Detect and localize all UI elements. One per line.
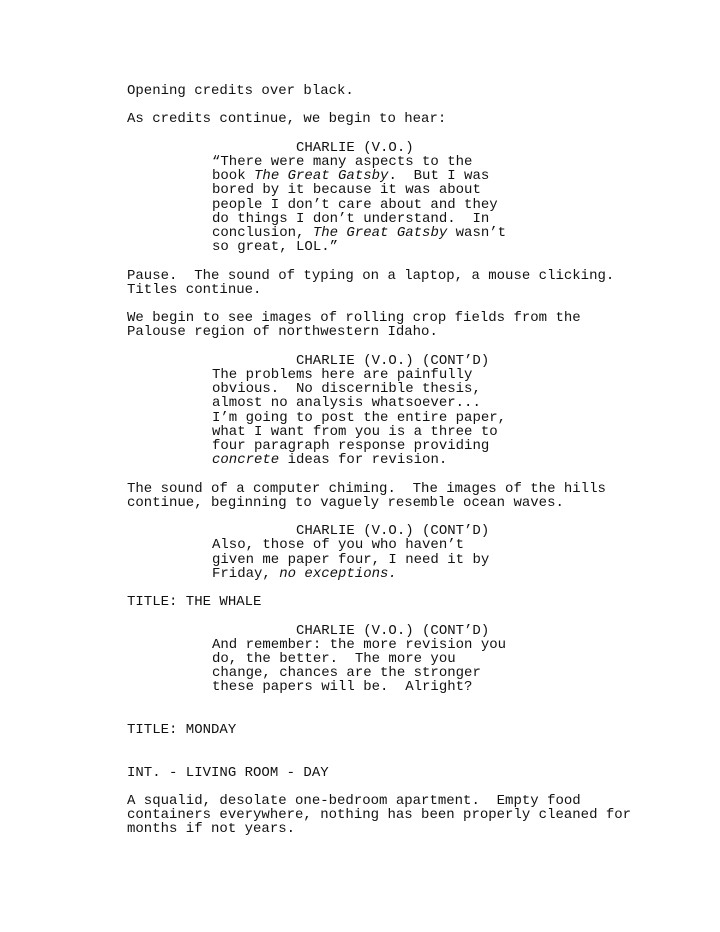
action-line: months if not years. bbox=[127, 821, 296, 838]
scene-heading: INT. - LIVING ROOM - DAY bbox=[127, 764, 329, 781]
action-line: A squalid, desolate one-bedroom apartment. Empty food bbox=[127, 792, 581, 809]
action-paragraph bbox=[127, 482, 687, 510]
action-line: The sound of a computer chiming. The images of the hills bbox=[127, 480, 606, 497]
dialogue-block bbox=[127, 624, 687, 695]
dialogue-line: change, chances are the stronger bbox=[212, 665, 481, 682]
dialogue-line: almost no analysis whatsoever... bbox=[212, 395, 481, 412]
dialogue-line: Also, those of you who haven’t bbox=[212, 537, 465, 554]
title-card: TITLE: MONDAY bbox=[127, 721, 237, 738]
dialogue-line bbox=[212, 453, 512, 467]
dialogue-line: obvious. No discernible thesis, bbox=[212, 381, 481, 398]
dialogue-text bbox=[127, 638, 512, 695]
action-line: containers everywhere, nothing has been properly cleaned for bbox=[127, 807, 632, 824]
dialogue-line: The problems here are painfully bbox=[212, 366, 473, 383]
emphasis-word: concrete bbox=[212, 452, 280, 469]
dialogue-line: do things I don’t understand. In bbox=[212, 210, 490, 227]
dialogue-line bbox=[212, 169, 512, 183]
action-line: Pause. The sound of typing on a laptop, a mouse clicking. bbox=[127, 267, 615, 284]
action-paragraph bbox=[127, 311, 687, 339]
dialogue-block bbox=[127, 354, 687, 468]
dialogue-line: bored by it because it was about bbox=[212, 182, 481, 199]
character-cue: CHARLIE (V.O.) (CONT’D) bbox=[296, 523, 490, 540]
dialogue-line: And remember: the more revision you bbox=[212, 636, 507, 653]
dialogue-line: I’m going to post the entire paper, bbox=[212, 409, 507, 426]
dialogue-block bbox=[127, 141, 687, 255]
dialogue-line: so great, LOL.” bbox=[212, 239, 339, 256]
dialogue-line: what I want from you is a three to bbox=[212, 423, 498, 440]
title-card: TITLE: THE WHALE bbox=[127, 594, 262, 611]
dialogue-fragment: Friday, bbox=[212, 565, 280, 582]
dialogue-text bbox=[127, 155, 512, 254]
action-line: Palouse region of northwestern Idaho. bbox=[127, 324, 438, 341]
character-cue: CHARLIE (V.O.) (CONT’D) bbox=[296, 622, 490, 639]
dialogue-line: four paragraph response providing bbox=[212, 438, 490, 454]
action-line: As credits continue, we begin to hear: bbox=[127, 111, 447, 128]
dialogue-fragment: wasn’t bbox=[447, 225, 507, 241]
dialogue-fragment: . But I was bbox=[388, 168, 490, 185]
action-line: Titles continue. bbox=[127, 281, 262, 298]
character-cue: CHARLIE (V.O.) (CONT’D) bbox=[296, 352, 490, 369]
action-line: continue, beginning to vaguely resemble ocean waves. bbox=[127, 494, 564, 511]
screenplay-content bbox=[127, 84, 687, 851]
dialogue-fragment: ideas for revision. bbox=[279, 452, 448, 469]
emphasis-phrase: no exceptions. bbox=[279, 565, 397, 582]
dialogue-line: people I don’t care about and they bbox=[212, 196, 498, 213]
book-title: The Great Gatsby bbox=[254, 168, 389, 185]
action-line: Opening credits over black. bbox=[127, 83, 354, 99]
dialogue-fragment: book bbox=[212, 168, 255, 185]
character-cue: CHARLIE (V.O.) bbox=[296, 139, 414, 156]
action-line: We begin to see images of rolling crop fields from the bbox=[127, 310, 581, 327]
dialogue-block bbox=[127, 524, 687, 581]
dialogue-line bbox=[212, 567, 512, 581]
dialogue-line: these papers will be. Alright? bbox=[212, 679, 473, 696]
dialogue-text bbox=[127, 538, 512, 581]
dialogue-text bbox=[127, 368, 512, 467]
dialogue-line: do, the better. The more you bbox=[212, 650, 456, 667]
book-title: The Great Gatsby bbox=[312, 225, 448, 241]
action-paragraph bbox=[127, 269, 687, 297]
dialogue-line: “There were many aspects to the bbox=[212, 153, 473, 170]
dialogue-line bbox=[212, 226, 512, 240]
dialogue-fragment: conclusion, bbox=[212, 225, 313, 241]
action-paragraph bbox=[127, 794, 687, 837]
dialogue-line: given me paper four, I need it by bbox=[212, 551, 490, 568]
